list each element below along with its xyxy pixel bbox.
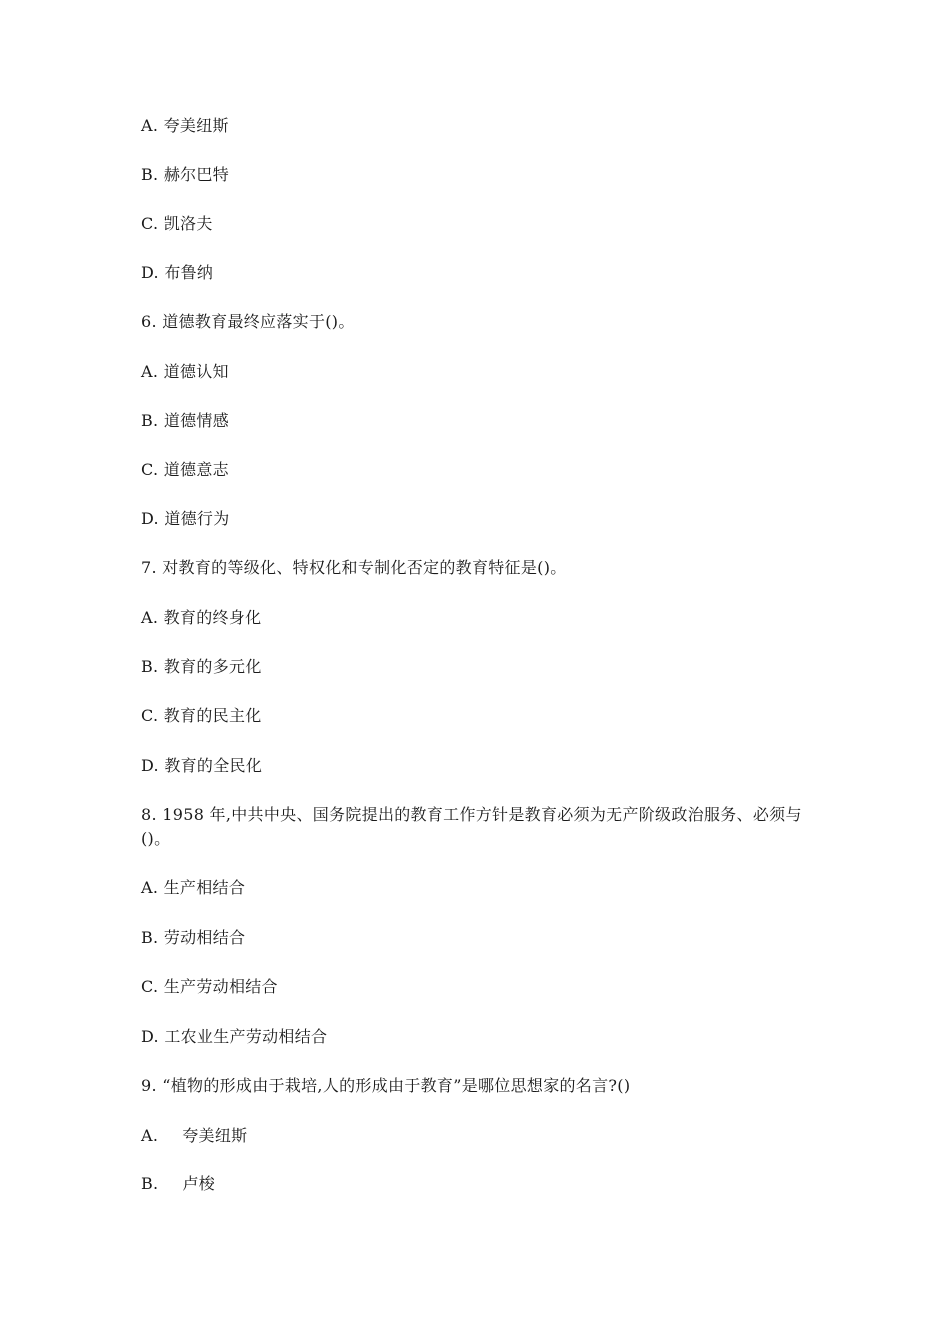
- option-a-q6: A. 道德认知: [141, 362, 229, 381]
- option-b-q6: B. 道德情感: [141, 411, 230, 430]
- question-9: 9. “植物的形成由于栽培,人的形成由于教育”是哪位思想家的名言?(): [141, 1076, 631, 1095]
- option-d-q6: D. 道德行为: [141, 509, 230, 528]
- option-letter: A.: [141, 1126, 159, 1145]
- option-b-q7: B. 教育的多元化: [141, 657, 262, 676]
- option-c-q6: C. 道德意志: [141, 460, 229, 479]
- option-a-q9: [141, 1126, 247, 1146]
- option-text: 夸美纽斯: [182, 1126, 248, 1145]
- option-c-q7: C. 教育的民主化: [141, 706, 262, 725]
- option-b-q5: B. 赫尔巴特: [141, 165, 230, 184]
- option-b-q8: B. 劳动相结合: [141, 928, 246, 947]
- option-d-q8: D. 工农业生产劳动相结合: [141, 1027, 328, 1046]
- question-7: 7. 对教育的等级化、特权化和专制化否定的教育特征是()。: [141, 558, 567, 577]
- question-8: 8. 1958 年,中共中央、国务院提出的教育工作方针是教育必须为无产阶级政治服务、必须与()。: [141, 805, 802, 848]
- option-c-q8: C. 生产劳动相结合: [141, 977, 278, 996]
- option-a-q5: A. 夸美纽斯: [141, 116, 229, 135]
- question-6: 6. 道德教育最终应落实于()。: [141, 312, 355, 331]
- option-a-q8: A. 生产相结合: [141, 878, 246, 897]
- option-d-q7: D. 教育的全民化: [141, 756, 263, 775]
- option-b-q9: [141, 1174, 215, 1194]
- option-d-q5: D. 布鲁纳: [141, 263, 214, 282]
- option-letter: B.: [141, 1174, 159, 1193]
- option-text: 卢梭: [182, 1174, 216, 1193]
- option-c-q5: C. 凯洛夫: [141, 214, 213, 233]
- option-a-q7: A. 教育的终身化: [141, 608, 262, 627]
